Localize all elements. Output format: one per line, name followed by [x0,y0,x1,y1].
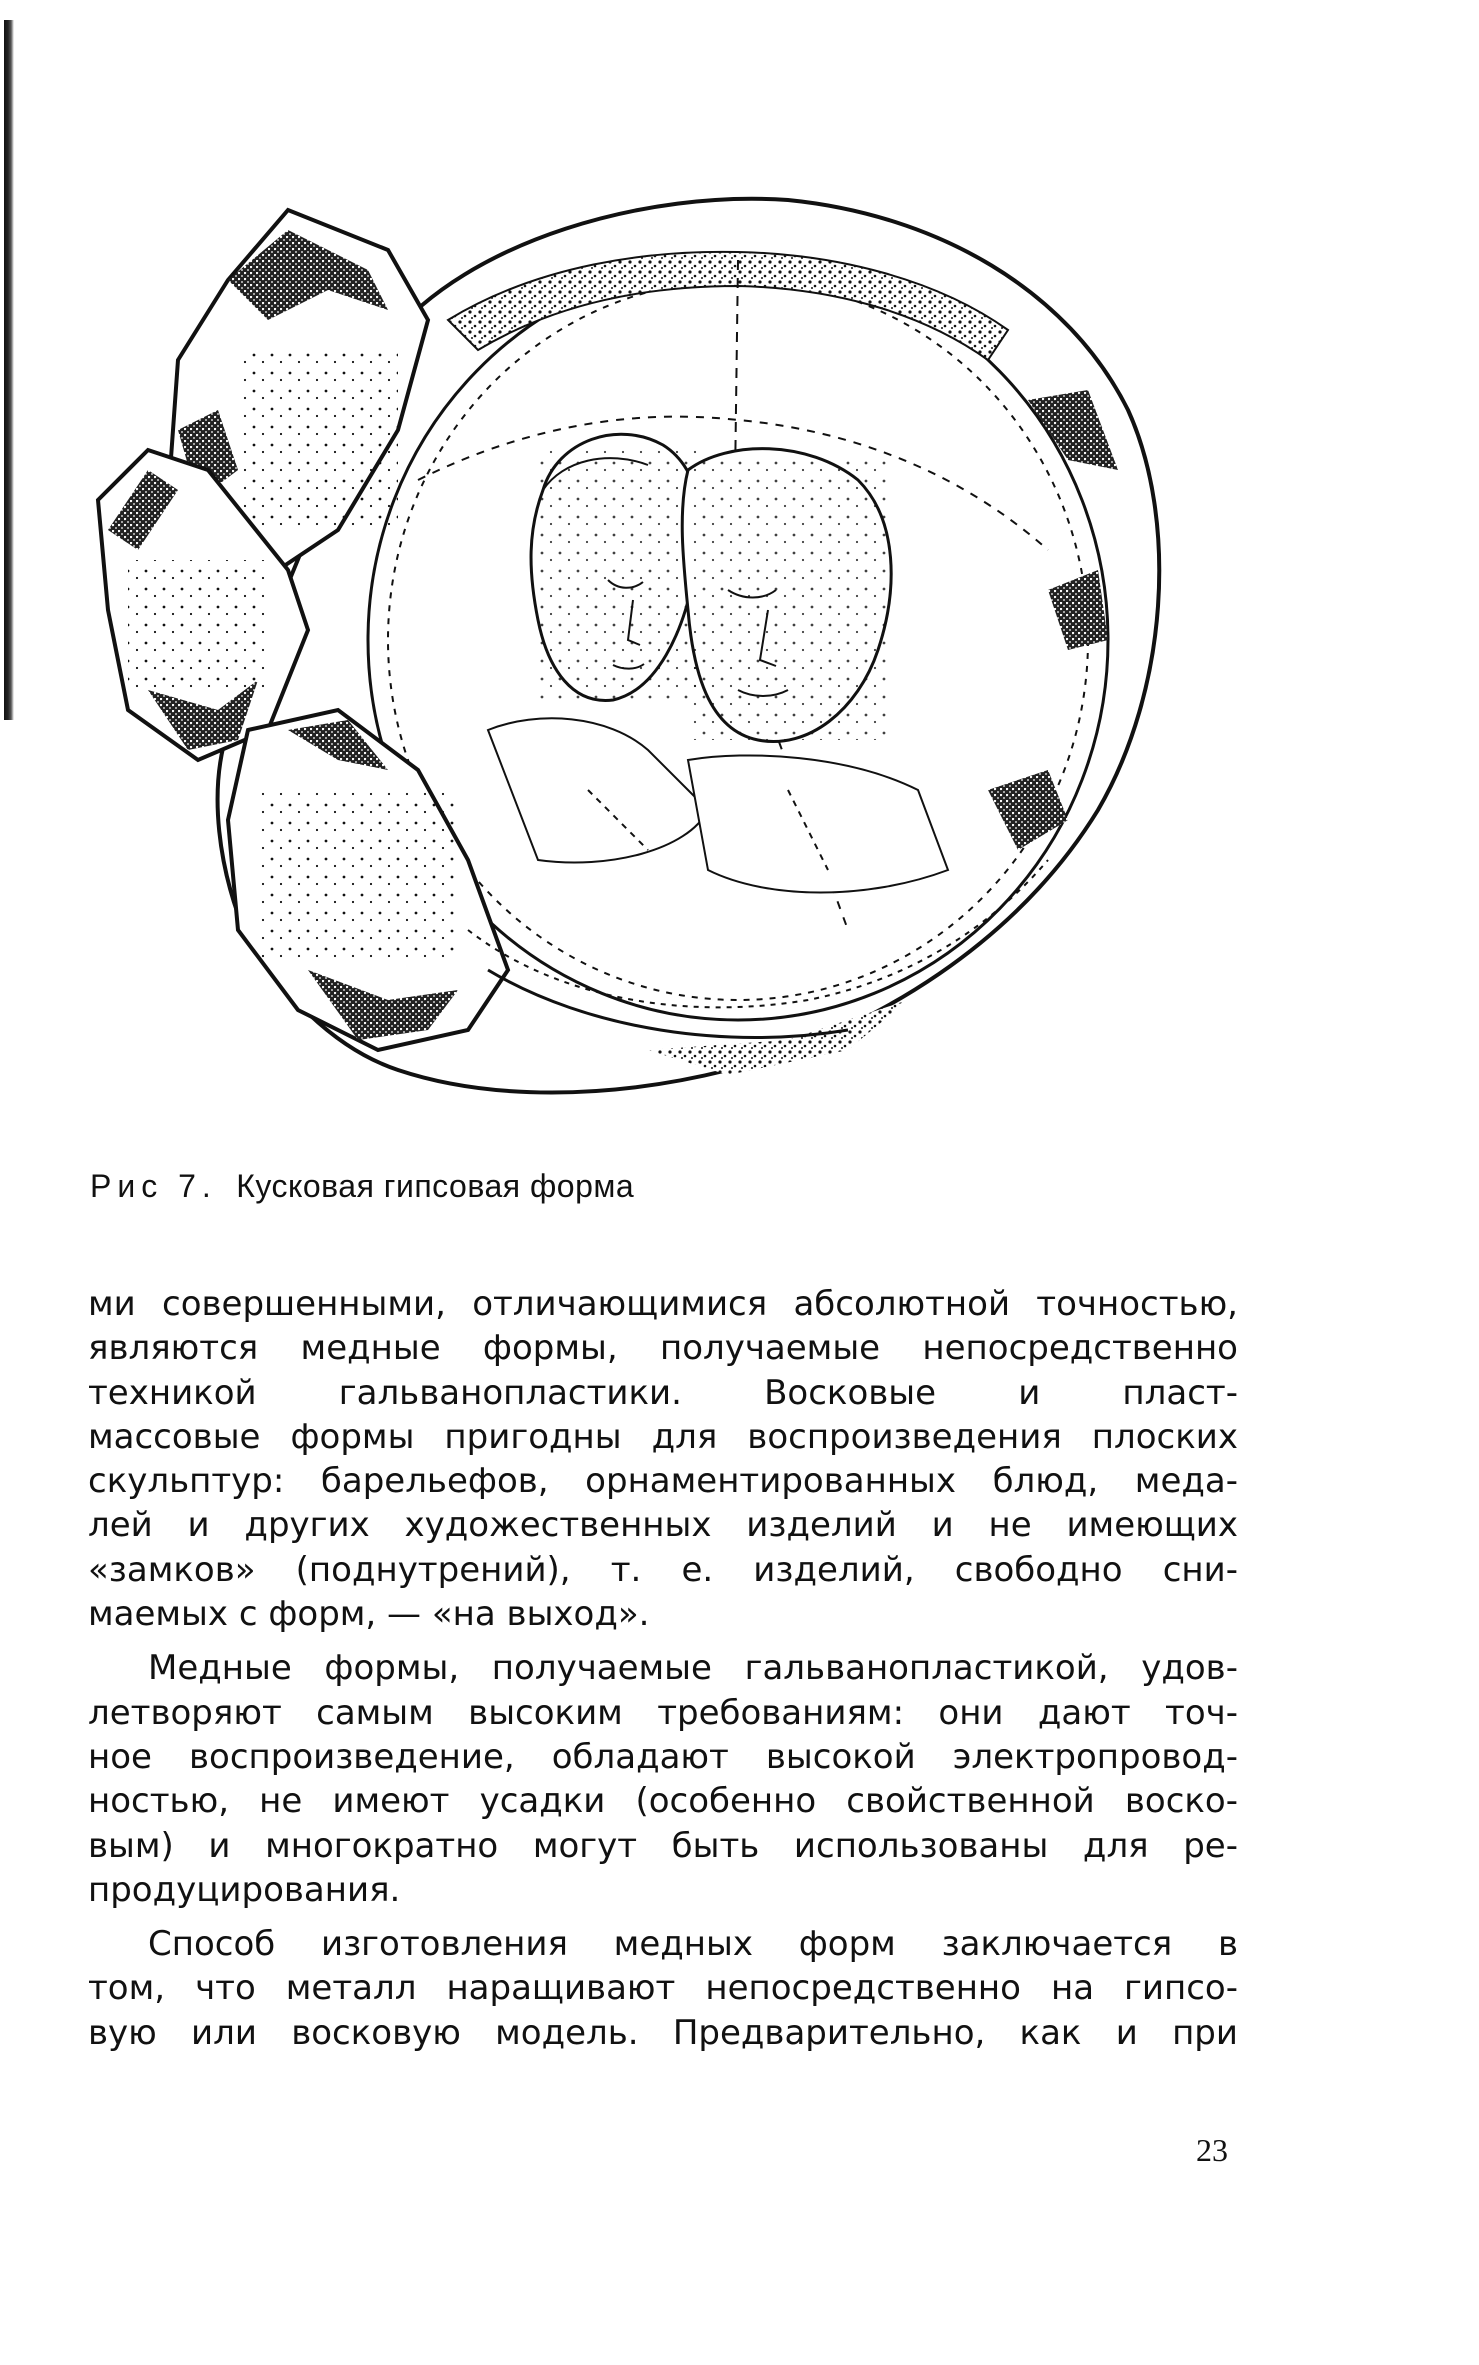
text-line: «замков» (поднутрений), т. е. изделий, свободно сни- [88,1549,1238,1590]
text-line: ми совершенными, отличающимися абсолютной точностью, [88,1284,1238,1324]
text-line: ностью, не имеют усадки (особенно свойственной воско- [88,1781,1238,1822]
paragraph-gap [88,1636,1238,1646]
figure-caption-label: Рис 7. [90,1168,217,1204]
text-line: маемых с форм, — «на выход». [88,1594,650,1635]
scan-binding-edge [4,20,14,720]
figure-caption-text: Кусковая гипсовая форма [236,1168,635,1204]
figure-plaster-mold [88,170,1178,1160]
text-line: летворяют самым высоким требованиям: они дают точ- [88,1692,1238,1733]
text-line: том, что металл наращивают непосредственно на гипсо- [88,1968,1238,2009]
text-line: техникой гальванопластики. Восковые и пласт- [88,1372,1238,1413]
paragraph-1 [88,1282,1238,1636]
paragraph-2 [88,1646,1238,1912]
text-line: являются медные формы, получаемые непосредственно [88,1328,1238,1369]
page-number: 23 [1196,2132,1228,2168]
text-line: вым) и многократно могут быть использованы для ре- [88,1825,1238,1866]
text-line: продуцирования. [88,1869,401,1910]
paragraph-gap [88,1912,1238,1922]
body-text [88,1282,1238,2055]
text-line: лей и других художественных изделий и не имеющих [88,1505,1238,1546]
text-line: массовые формы пригодны для воспроизведения плоских [88,1416,1238,1457]
paragraph-3 [88,1922,1238,2055]
plaster-piece-mold-illustration [88,170,1178,1160]
text-line: Медные формы, получаемые гальванопластикой, удов- [148,1648,1238,1689]
text-line: ное воспроизведение, обладают высокой электропровод- [88,1736,1238,1777]
text-line: скульптур: барельефов, орнаментированных блюд, меда- [88,1461,1238,1502]
text-line: вую или восковую модель. Предварительно, как и при [88,2012,1238,2053]
figure-caption [90,1168,634,1205]
text-line: Способ изготовления медных форм заключается в [148,1924,1238,1965]
